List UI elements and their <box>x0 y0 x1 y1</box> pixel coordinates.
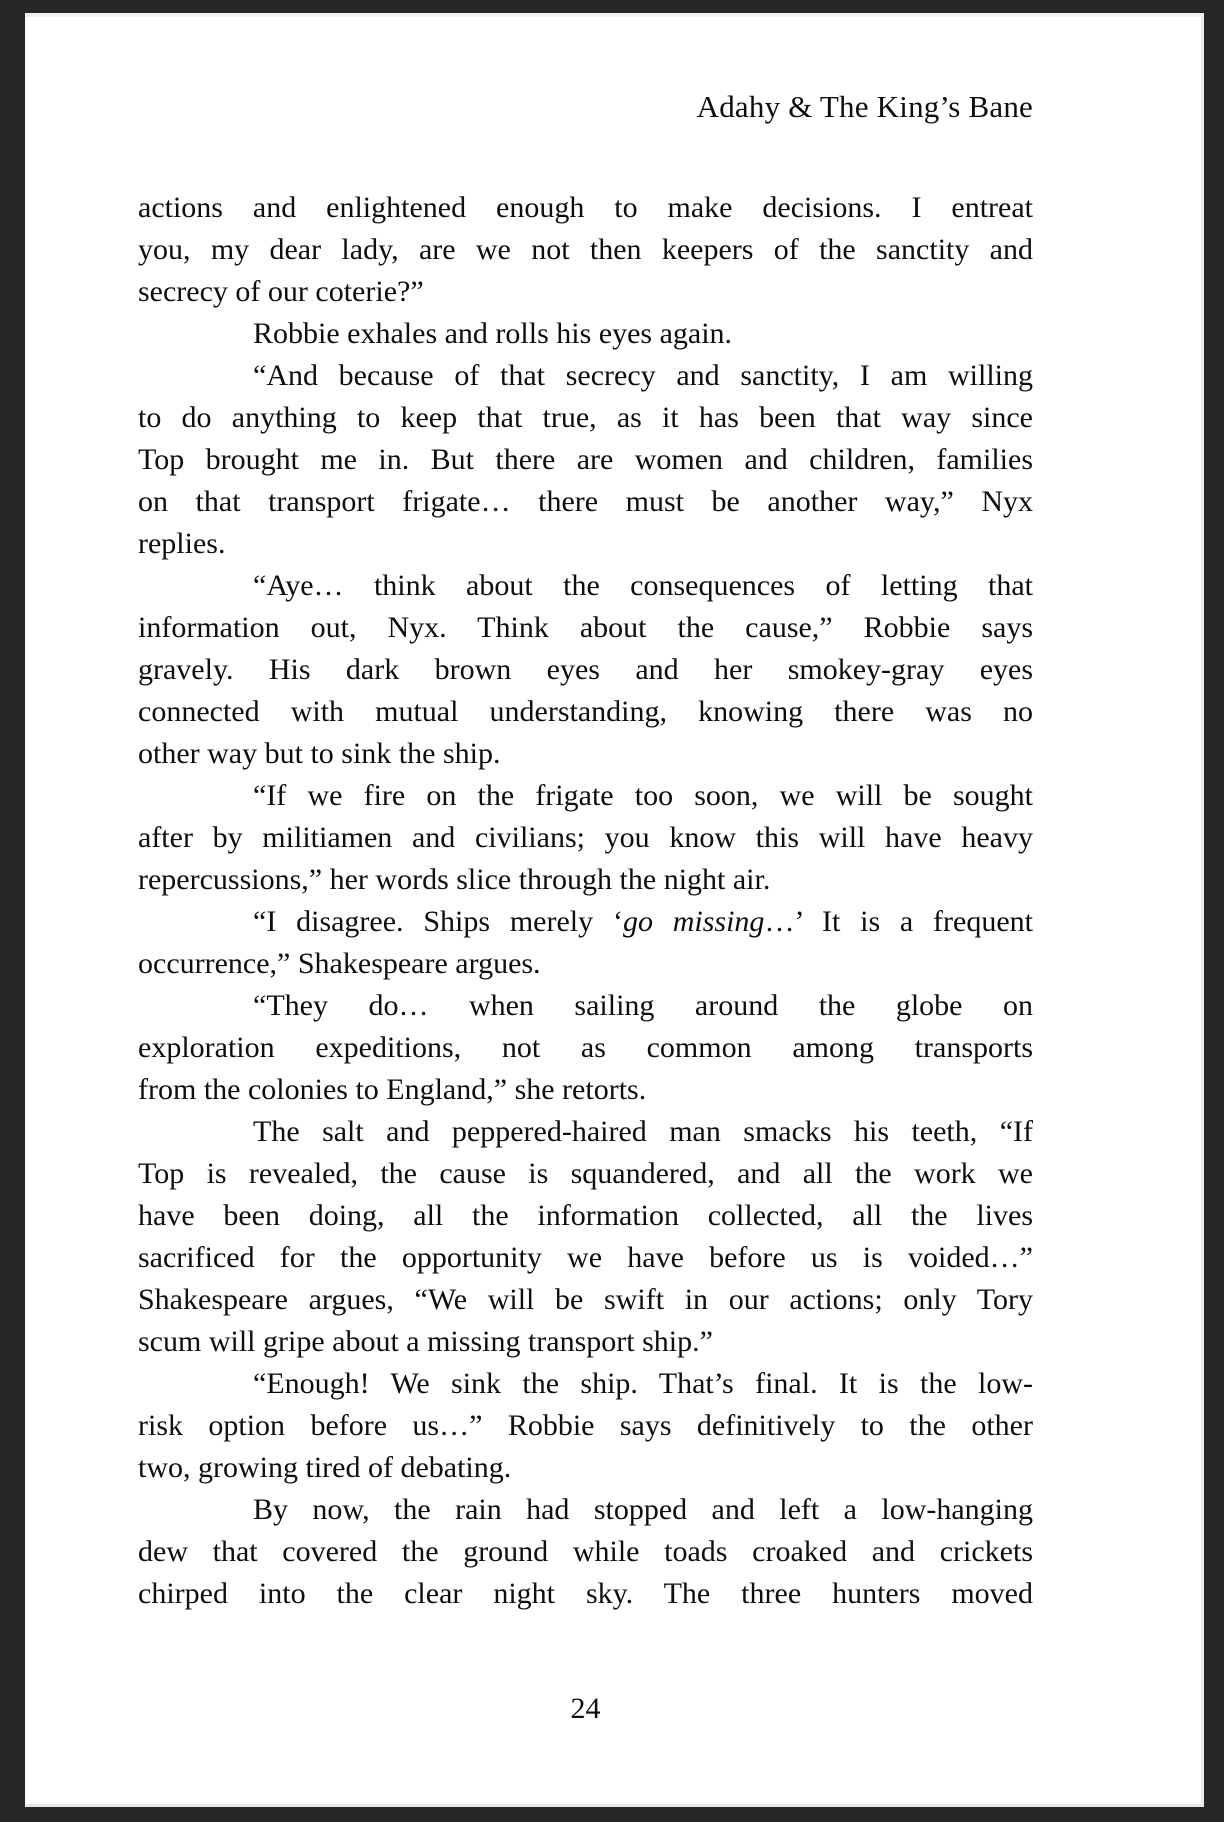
text-line: secrecy of our coterie?” <box>138 275 424 308</box>
text-line: gravely. His dark brown eyes and her smokey-gray eyes <box>138 653 1033 686</box>
text-line: dew that covered the ground while toads croaked and crickets <box>138 1535 1033 1568</box>
text-line: repercussions,” her words slice through the night air. <box>138 863 771 896</box>
text-line: have been doing, all the information collected, all the lives <box>138 1199 1033 1232</box>
running-header: Adahy & The King’s Bane <box>696 89 1033 124</box>
text-line: “They do… when sailing around the globe on <box>253 989 1033 1022</box>
text-line: from the colonies to England,” she retorts. <box>138 1073 647 1106</box>
text-line: information out, Nyx. Think about the cause,” Robbie says <box>138 611 1033 644</box>
text-line: actions and enlightened enough to make decisions. I entreat <box>138 191 1033 224</box>
text-line: on that transport frigate… there must be another way,” Nyx <box>138 485 1033 518</box>
text-line: other way but to sink the ship. <box>138 737 501 770</box>
text-line: “If we fire on the frigate too soon, we will be sought <box>253 779 1033 812</box>
text-line: Robbie exhales and rolls his eyes again. <box>253 317 733 350</box>
text-line: “Enough! We sink the ship. That’s final. It is the low- <box>253 1367 1033 1400</box>
text-line: Top brought me in. But there are women and children, families <box>138 443 1033 476</box>
text-line: Shakespeare argues, “We will be swift in our actions; only Tory <box>138 1283 1033 1316</box>
text-line: connected with mutual understanding, knowing there was no <box>138 695 1033 728</box>
body-text <box>138 187 1033 1615</box>
text-line: sacrificed for the opportunity we have before us is voided…” <box>138 1241 1033 1274</box>
text-line: occurrence,” Shakespeare argues. <box>138 947 541 980</box>
book-page <box>25 13 1204 1807</box>
text-line: exploration expeditions, not as common among transports <box>138 1031 1033 1064</box>
text-line: By now, the rain had stopped and left a low-hanging <box>253 1493 1033 1526</box>
text-line: two, growing tired of debating. <box>138 1451 512 1484</box>
text-line: scum will gripe about a missing transport ship.” <box>138 1325 713 1358</box>
text-line: to do anything to keep that true, as it has been that way since <box>138 401 1033 434</box>
text-line: risk option before us…” Robbie says definitively to the other <box>138 1409 1033 1442</box>
text-line: chirped into the clear night sky. The three hunters moved <box>138 1577 1033 1610</box>
text-line: “Aye… think about the consequences of letting that <box>253 569 1033 602</box>
text-line: “And because of that secrecy and sanctity, I am willing <box>253 359 1033 392</box>
text-line: “I disagree. Ships merely ‘go missing…’ It is a frequent <box>253 905 1033 938</box>
text-line: after by militiamen and civilians; you know this will have heavy <box>138 821 1033 854</box>
text-line: The salt and peppered-haired man smacks his teeth, “If <box>253 1115 1033 1148</box>
text-line: Top is revealed, the cause is squandered, and all the work we <box>138 1157 1033 1190</box>
page-number: 24 <box>570 1692 601 1725</box>
text-line: you, my dear lady, are we not then keepers of the sanctity and <box>138 233 1033 266</box>
text-line: replies. <box>138 527 226 560</box>
